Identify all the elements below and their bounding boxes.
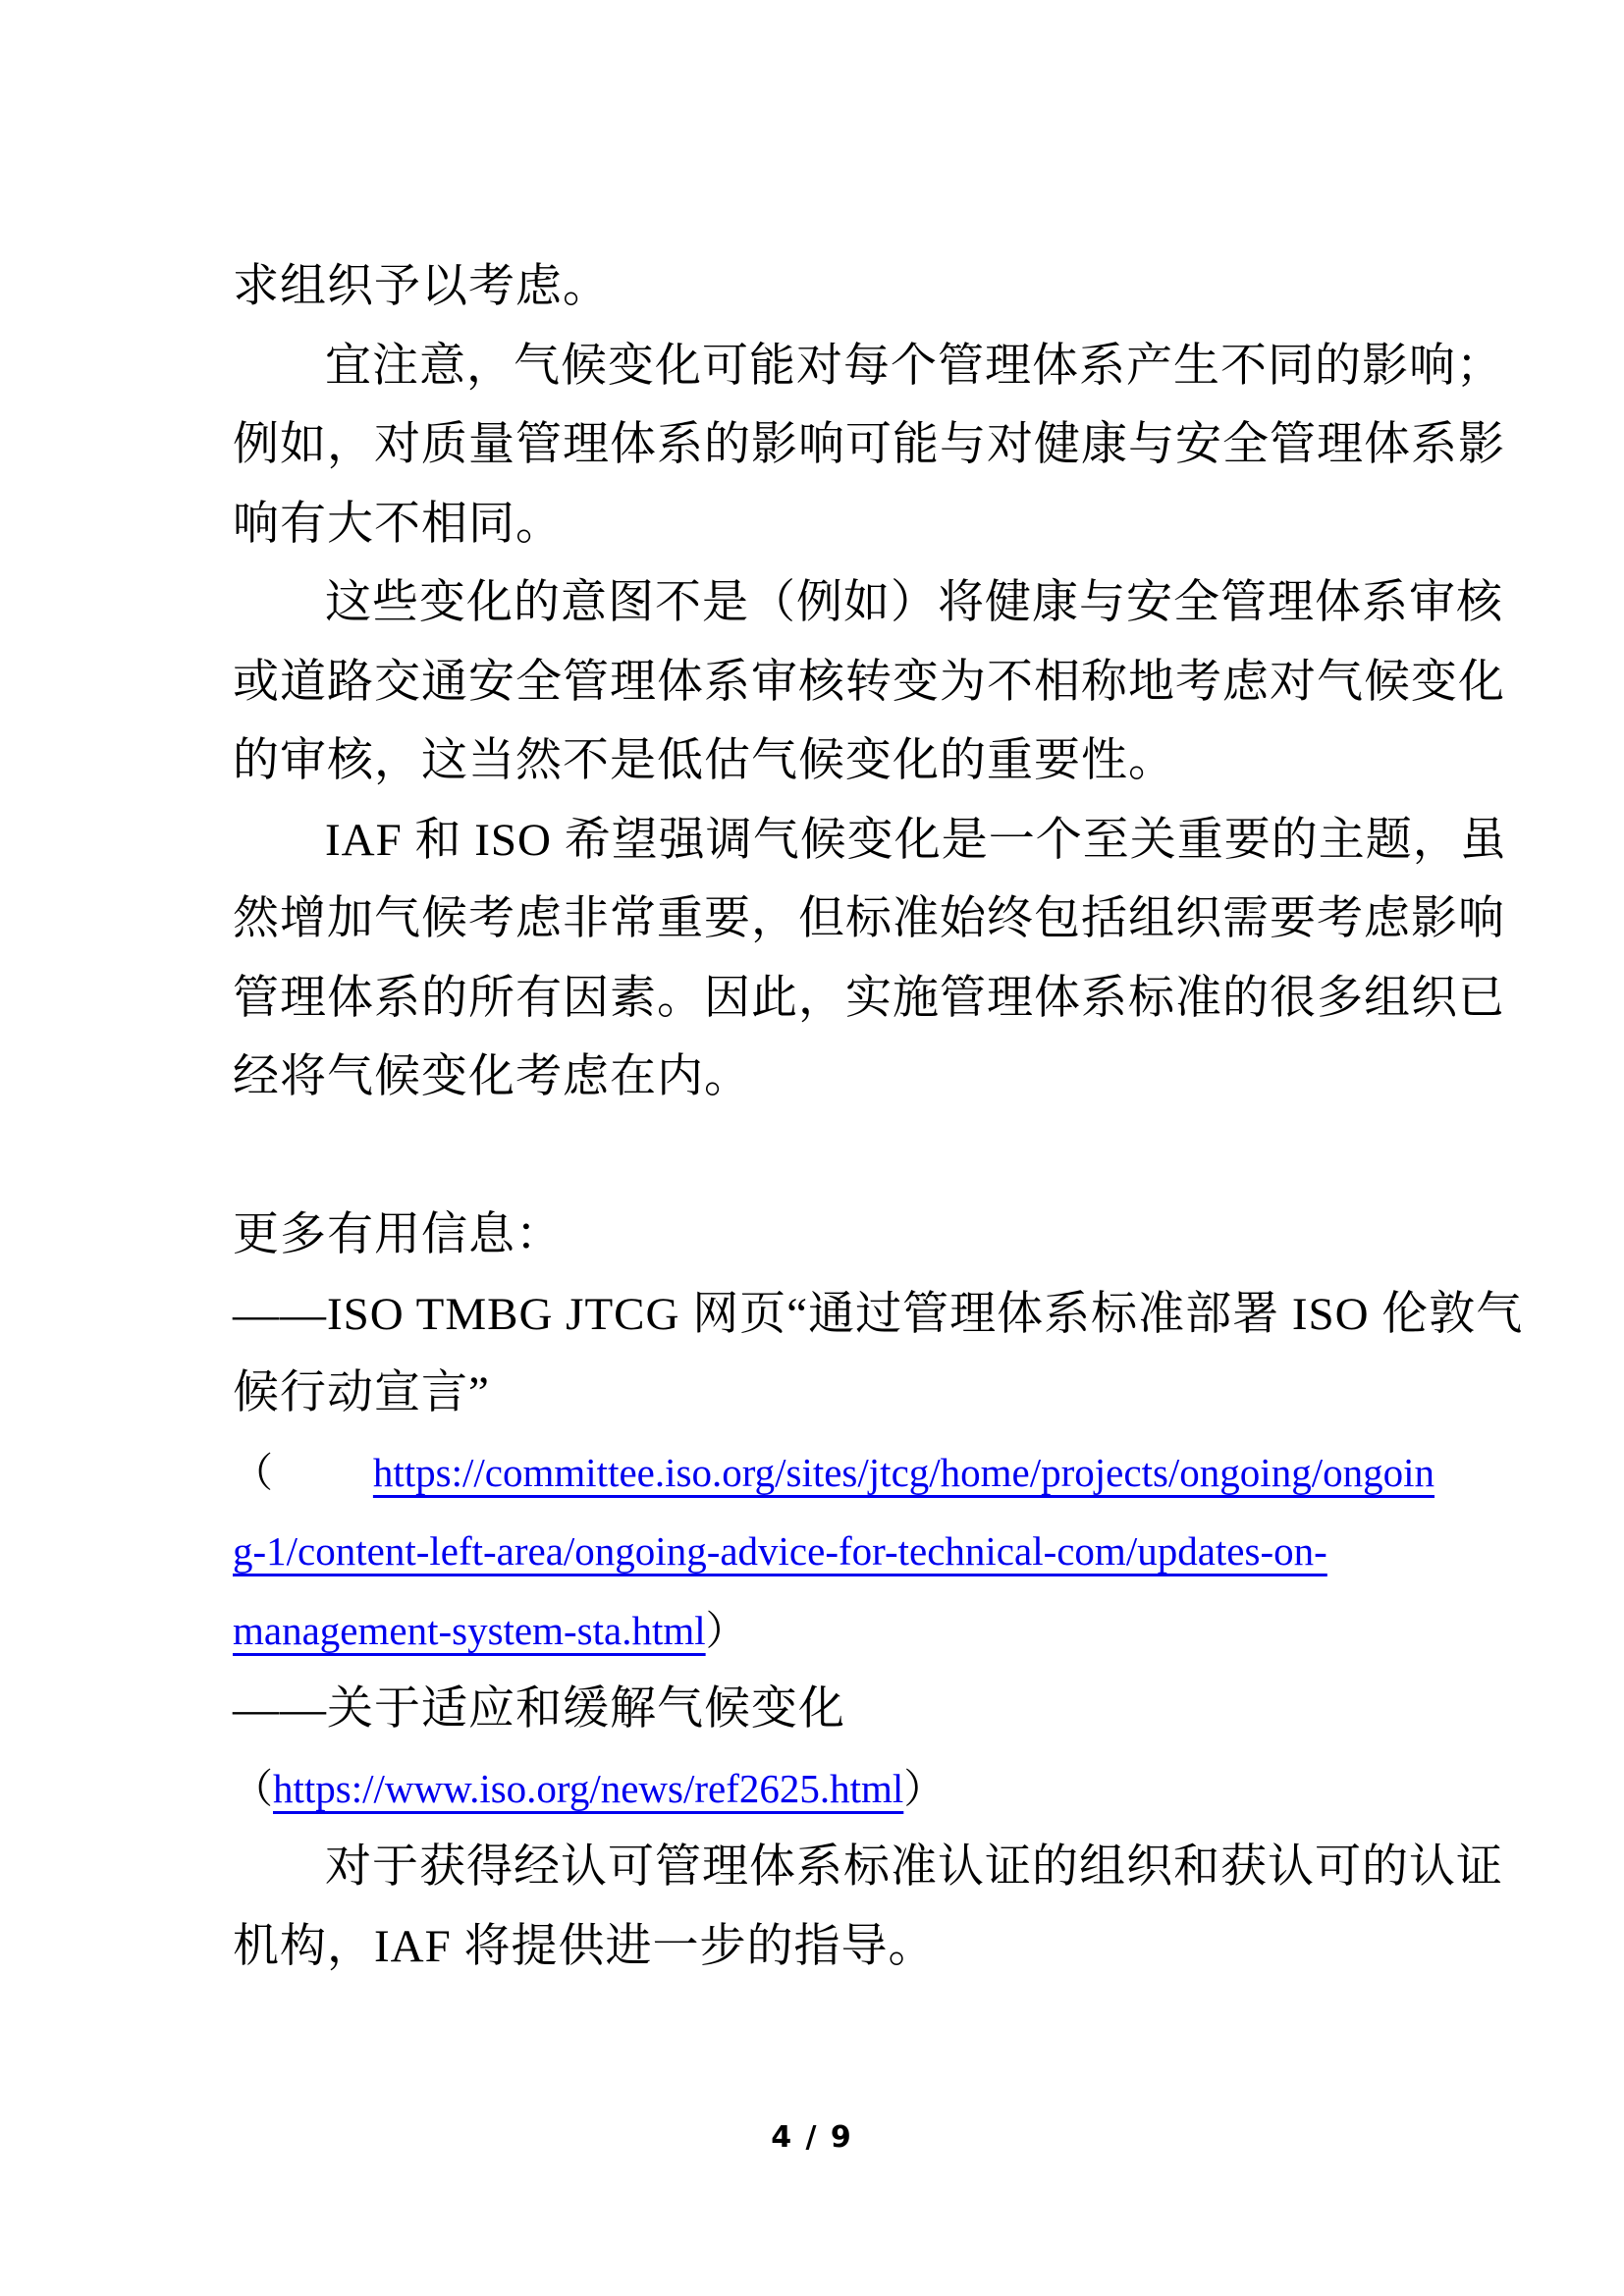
text-line [233, 1038, 1435, 1117]
text-line [233, 1275, 1524, 1355]
text-segment: ——关于适应和缓解气候变化 [233, 1683, 845, 1735]
text-line [233, 1749, 1435, 1829]
text-segment: 候行动宣言” [233, 1367, 490, 1418]
text-line [233, 1433, 1435, 1513]
text-line [233, 1512, 1435, 1591]
text-line [233, 327, 1503, 406]
text-segment: 例如，对质量管理体系的影响可能与对健康与安全管理体系影 [233, 419, 1505, 470]
text-segment: 响有大不相同。 [233, 498, 563, 550]
text-segment: 更多有用信息： [233, 1209, 563, 1260]
text-segment: 对于获得经认可管理体系标准认证的组织和获认可的认证 [325, 1842, 1503, 1893]
text-segment: （ [233, 1765, 273, 1811]
text-line [233, 1828, 1503, 1907]
text-line [233, 959, 1505, 1039]
text-segment: 这些变化的意图不是（例如）将健康与安全管理体系审核 [325, 577, 1503, 628]
text-segment: 宜注意，气候变化可能对每个管理体系产生不同的影响； [325, 340, 1503, 392]
hyperlink[interactable]: management-system-sta.html [233, 1607, 706, 1653]
text-line [233, 1907, 1435, 1987]
text-segment: 或道路交通安全管理体系审核转变为不相称地考虑对气候变化 [233, 656, 1505, 708]
text-segment: 然增加气候考虑非常重要，但标准始终包括组织需要考虑影响 [233, 893, 1505, 944]
text-line [233, 405, 1505, 485]
text-line [233, 643, 1505, 722]
text-line [233, 880, 1505, 959]
text-line [233, 801, 1507, 881]
text-segment: （ [233, 1449, 373, 1495]
text-line [233, 247, 1435, 327]
text-segment: 管理体系的所有因素。因此，实施管理体系标准的很多组织已 [233, 972, 1505, 1024]
text-line [233, 485, 1435, 564]
text-segment: ——ISO TMBG JTCG 网页“通过管理体系标准部署 ISO 伦敦气 [233, 1288, 1524, 1340]
text-line [233, 1354, 1435, 1433]
text-segment: 的审核，这当然不是低估气候变化的重要性。 [233, 735, 1175, 786]
text-segment: 求组织予以考虑。 [233, 261, 610, 312]
text-segment: IAF 和 ISO 希望强调气候变化是一个至关重要的主题，虽 [325, 814, 1507, 866]
text-line [233, 1591, 1435, 1671]
hyperlink[interactable]: g-1/content-left-area/ongoing-advice-for-technical-com/updates-on- [233, 1528, 1327, 1574]
text-line [233, 721, 1435, 801]
hyperlink[interactable]: https://www.iso.org/news/ref2625.html [273, 1765, 904, 1811]
blank-line [233, 1117, 1435, 1197]
text-segment: 经将气候变化考虑在内。 [233, 1051, 751, 1102]
page-number-footer: 4 / 9 [771, 2120, 853, 2155]
text-segment: ） [705, 1607, 746, 1653]
text-line [233, 563, 1503, 643]
text-segment: ） [903, 1765, 945, 1811]
text-segment: 机构，IAF 将提供进一步的指导。 [233, 1920, 936, 1972]
text-line [233, 1670, 1435, 1749]
hyperlink[interactable]: https://committee.iso.org/sites/jtcg/home/projects/ongoing/ongoin [372, 1449, 1435, 1495]
document-body-text [233, 247, 1524, 1986]
text-line [233, 1196, 1435, 1275]
